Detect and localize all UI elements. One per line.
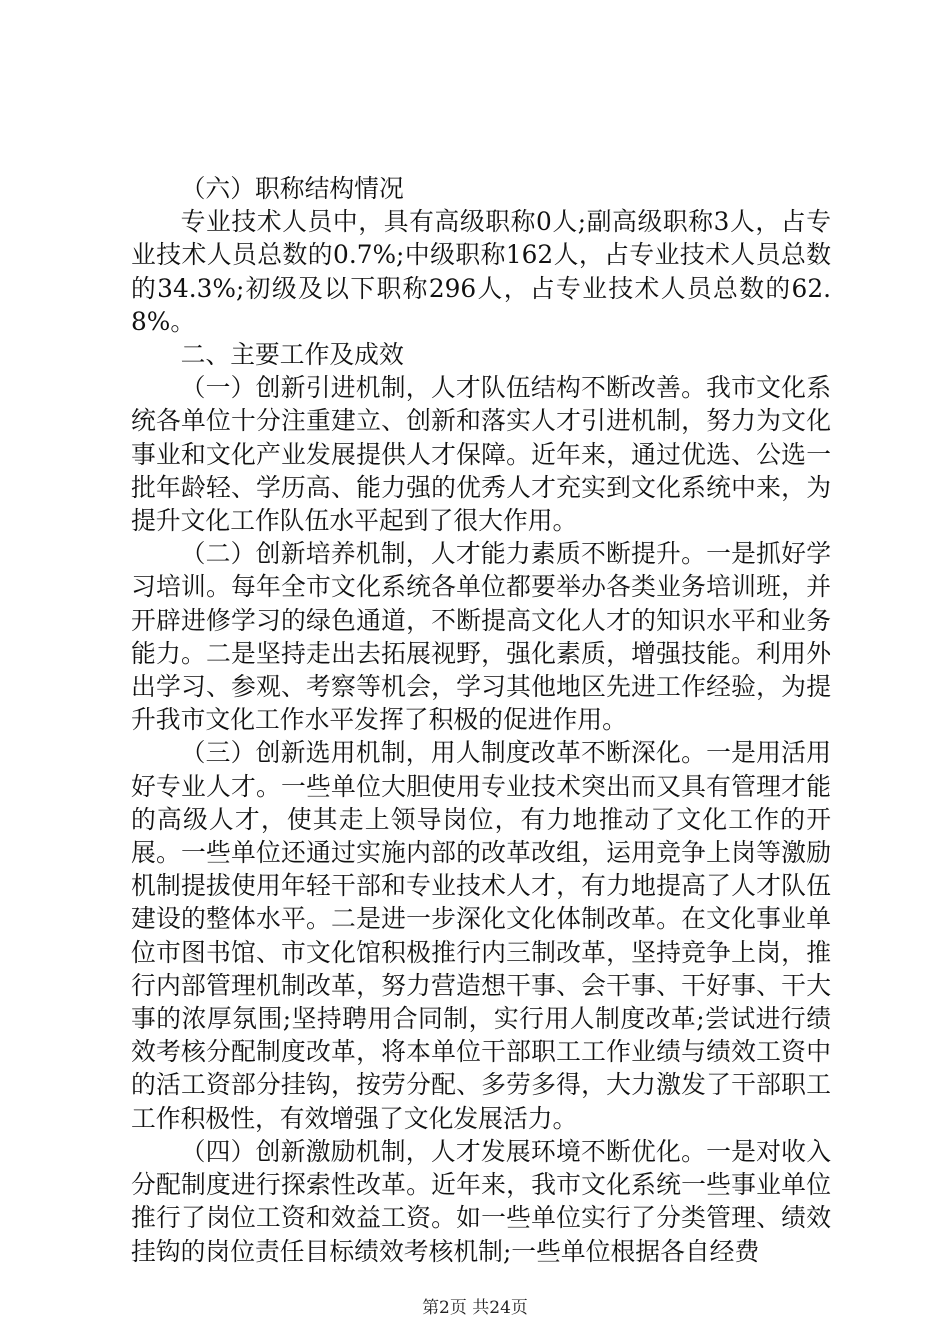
page-number-footer: 第2页 共24页 xyxy=(422,1298,528,1318)
paragraph-title-statistics: 专业技术人员中，具有高级职称0人;副高级职称3人，占专业技术人员总数的0.7%;中级职称162人，占专业技术人员总数的34.3%;初级及以下职称296人，占专业技术人员总数的62.8%。 xyxy=(131,207,831,336)
paragraph-recruitment-mechanism: （一）创新引进机制，人才队伍结构不断改善。我市文化系统各单位十分注重建立、创新和落实人才引进机制，努力为文化事业和文化产业发展提供人才保障。近年来，通过优选、公选一批年龄轻、学历高、能力强的优秀人才充实到文化系统中来，为提升文化工作队伍水平起到了很大作用。 xyxy=(131,373,831,536)
section-heading-main-work: 二、主要工作及成效 xyxy=(180,340,404,370)
section-heading-title-structure: （六）职称结构情况 xyxy=(180,174,404,203)
paragraph-incentive-mechanism: （四）创新激励机制，人才发展环境不断优化。一是对收入分配制度进行探索性改革。近年来，我市文化系统一些事业单位推行了岗位工资和效益工资。如一些单位实行了分类管理、绩效挂钩的岗位责任目标绩效考核机制;一些单位根据各自经费 xyxy=(131,1136,831,1266)
document-body xyxy=(131,172,831,1268)
paragraph-training-mechanism: （二）创新培养机制，人才能力素质不断提升。一是抓好学习培训。每年全市文化系统各单位都要举办各类业务培训班，并开辟进修学习的绿色通道，不断提高文化人才的知识水平和业务能力。二是坚持走出去拓展视野，强化素质，增强技能。利用外出学习、参观、考察等机会，学习其他地区先进工作经验，为提升我市文化工作水平发挥了积极的促进作用。 xyxy=(131,539,831,735)
paragraph-selection-mechanism: （三）创新选用机制，用人制度改革不断深化。一是用活用好专业人才。一些单位大胆使用专业技术突出而又具有管理才能的高级人才，使其走上领导岗位，有力地推动了文化工作的开展。一些单位还通过实施内部的改革改组，运用竞争上岗等激励机制提拔使用年轻干部和专业技术人才，有力地提高了人才队伍建设的整体水平。二是进一步深化文化体制改革。在文化事业单位市图书馆、市文化馆积极推行内三制改革，坚持竞争上岗，推行内部管理机制改革，努力营造想干事、会干事、干好事、干大事的浓厚氛围;坚持聘用合同制，实行用人制度改革;尝试进行绩效考核分配制度改革，将本单位干部职工工作业绩与绩效工资中的活工资部分挂钩，按劳分配、多劳多得，大力激发了干部职工工作积极性，有效增强了文化发展活力。 xyxy=(131,738,831,1133)
